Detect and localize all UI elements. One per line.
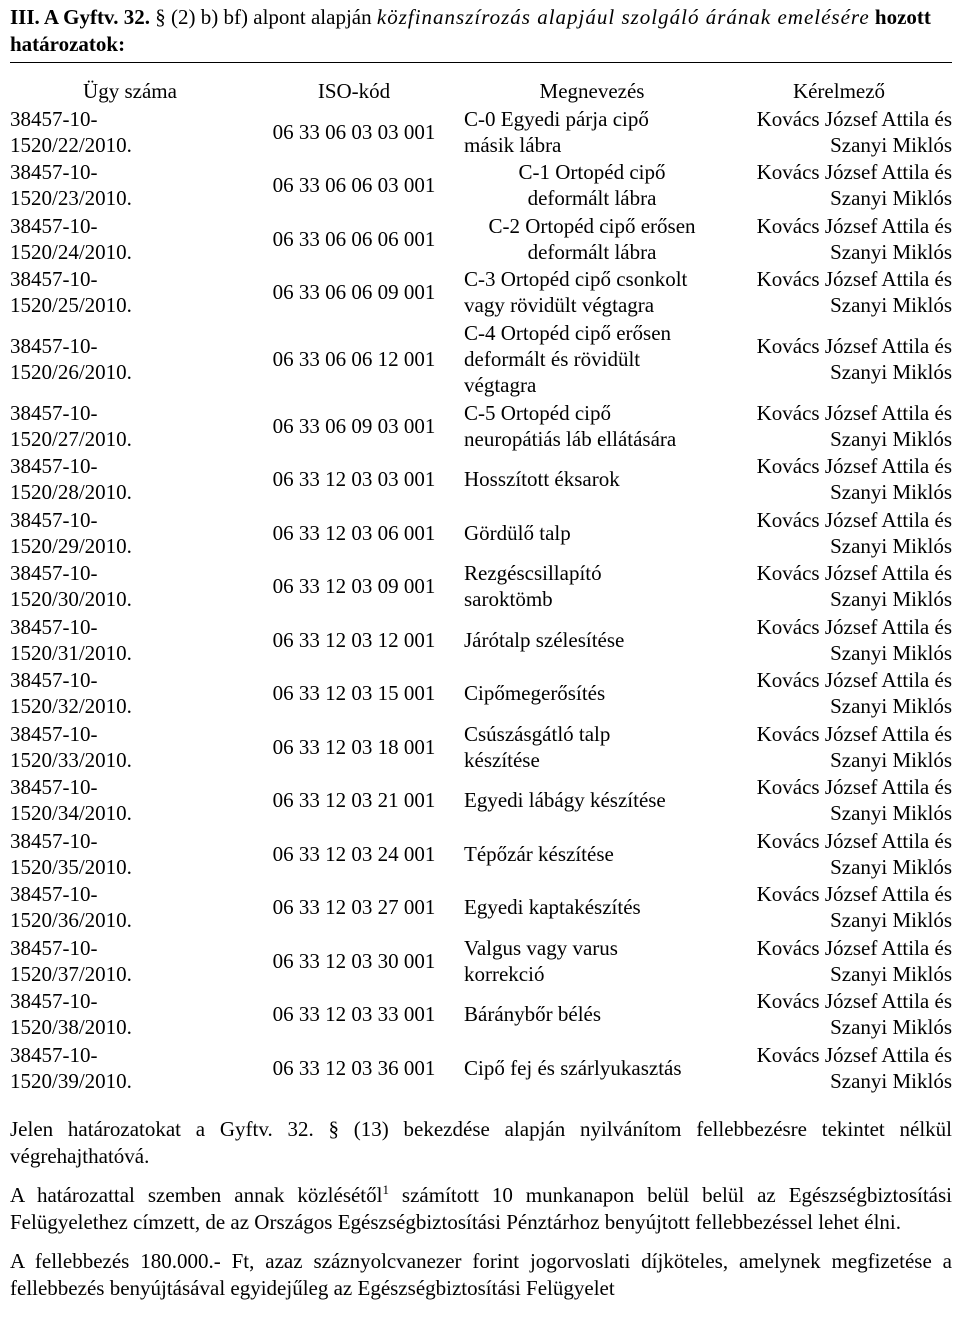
item-name-line: Hosszított éksarok [464, 467, 620, 492]
case-number-line: 38457-10- [10, 213, 98, 238]
case-number-line: 38457-10- [10, 267, 98, 292]
footnote-marker: 1 [382, 1182, 389, 1197]
iso-code-cell: 06 33 12 03 27 001 [272, 895, 436, 920]
case-number-cell [10, 988, 250, 1042]
requester-line: Kovács József Attila és [756, 1042, 952, 1067]
item-name-cell [458, 319, 726, 399]
requester-line: Szanyi Miklós [830, 961, 952, 986]
case-number-line: 1520/23/2010. [10, 186, 132, 211]
case-number-line: 38457-10- [10, 828, 98, 853]
case-number-cell [10, 881, 250, 935]
item-name-cell [458, 453, 726, 507]
requester-line: Kovács József Attila és [756, 614, 952, 639]
iso-code-cell: 06 33 12 03 03 001 [272, 467, 436, 492]
item-name-line: másik lábra [464, 132, 562, 157]
table-body [10, 105, 952, 1095]
requester-line: Szanyi Miklós [830, 360, 952, 384]
requester-line: Kovács József Attila és [756, 267, 952, 292]
case-number-cell [10, 827, 250, 881]
case-number-line: 1520/31/2010. [10, 640, 132, 665]
item-name-line: C-3 Ortopéd cipő csonkolt [464, 267, 688, 292]
fee-paragraph: A fellebbezés 180.000.- Ft, azaz száznyolcvanezer forint jogorvoslati díjköteles, amelynek megfizetése a fellebbezés benyújtásával egyidejűleg az Egészségbiztosítási Felügyelet [10, 1249, 952, 1300]
requester-line: Szanyi Miklós [830, 533, 952, 558]
enforceability-paragraph: Jelen határozatokat a Gyftv. 32. § (13) bekezdése alapján nyilvánítom fellebbezésre tekintet nélkül végrehajthatóvá. [10, 1117, 952, 1168]
case-number-line: 38457-10- [10, 721, 98, 746]
requester-line: Kovács József Attila és [756, 213, 952, 238]
item-name-line: neuropátiás láb ellátására [464, 426, 677, 451]
case-number-line: 38457-10- [10, 507, 98, 532]
case-number-line: 38457-10- [10, 160, 98, 185]
item-name-line: deformált lábra [527, 239, 657, 264]
iso-code-cell: 06 33 12 03 21 001 [272, 788, 436, 813]
case-number-cell [10, 667, 250, 721]
requester-cell [726, 988, 952, 1042]
case-number-line: 38457-10- [10, 334, 98, 358]
item-name-line: C-1 Ortopéd cipő [518, 160, 666, 185]
requester-line: Szanyi Miklós [830, 293, 952, 318]
heading-suffix: hozott határozatok: [10, 5, 931, 56]
table-row [10, 506, 952, 560]
case-number-line: 1520/24/2010. [10, 239, 132, 264]
item-name-cell [458, 988, 726, 1042]
item-name-line: Egyedi kaptakészítés [464, 895, 641, 920]
requester-line: Kovács József Attila és [756, 106, 952, 131]
case-number-line: 38457-10- [10, 561, 98, 586]
table-row [10, 105, 952, 159]
requester-line: Szanyi Miklós [830, 132, 952, 157]
item-name-cell [458, 934, 726, 988]
table-row [10, 774, 952, 828]
item-name-line: Báránybőr bélés [464, 1002, 602, 1027]
heading-middle: alpont alapján [248, 5, 377, 29]
item-name-cell [458, 720, 726, 774]
table-row [10, 988, 952, 1042]
iso-code-cell: 06 33 06 06 12 001 [272, 347, 436, 371]
table-row [10, 667, 952, 721]
table-header-row [10, 78, 952, 105]
case-number-line: 1520/26/2010. [10, 360, 132, 384]
requester-cell [726, 159, 952, 213]
item-name-line: C-0 Egyedi párja cipő [464, 106, 649, 131]
requester-line: Kovács József Attila és [756, 989, 952, 1014]
item-name-cell [458, 212, 726, 266]
item-name-line: deformált és rövidült [464, 347, 641, 371]
requester-cell [726, 720, 952, 774]
case-number-cell [10, 506, 250, 560]
case-number-line: 38457-10- [10, 1042, 98, 1067]
iso-code-cell: 06 33 06 03 03 001 [272, 119, 436, 144]
section-heading [10, 0, 952, 58]
item-name-cell [458, 881, 726, 935]
case-number-cell [10, 613, 250, 667]
item-name-cell [458, 827, 726, 881]
iso-code-cell: 06 33 12 03 30 001 [272, 948, 436, 973]
case-number-line: 1520/37/2010. [10, 961, 132, 986]
item-name-cell [458, 159, 726, 213]
item-name-line: Egyedi lábágy készítése [464, 788, 666, 813]
requester-line: Kovács József Attila és [756, 454, 952, 479]
header-iso-code: ISO-kód [317, 79, 391, 103]
requester-cell [726, 319, 952, 399]
case-number-line: 1520/25/2010. [10, 293, 132, 318]
requester-line: Kovács József Attila és [756, 668, 952, 693]
table-row [10, 934, 952, 988]
case-number-line: 1520/38/2010. [10, 1015, 132, 1040]
case-number-line: 38457-10- [10, 106, 98, 131]
case-number-line: 1520/29/2010. [10, 533, 132, 558]
iso-code-cell: 06 33 06 06 06 001 [272, 226, 436, 251]
item-name-cell [458, 506, 726, 560]
requester-cell [726, 212, 952, 266]
case-number-line: 1520/33/2010. [10, 747, 132, 772]
item-name-line: C-4 Ortopéd cipő erősen [464, 321, 672, 345]
requester-line: Szanyi Miklós [830, 426, 952, 451]
appeal-paragraph [10, 1182, 952, 1236]
table-row [10, 212, 952, 266]
requester-line: Kovács József Attila és [756, 561, 952, 586]
case-number-cell [10, 399, 250, 453]
item-name-line: Valgus vagy varus [464, 935, 618, 960]
requester-line: Szanyi Miklós [830, 694, 952, 719]
table-row [10, 319, 952, 399]
case-number-line: 1520/34/2010. [10, 801, 132, 826]
requester-line: Szanyi Miklós [830, 854, 952, 879]
iso-code-cell: 06 33 06 09 03 001 [272, 413, 436, 438]
case-number-cell [10, 560, 250, 614]
case-number-cell [10, 774, 250, 828]
iso-code-cell: 06 33 12 03 06 001 [272, 520, 436, 545]
requester-line: Szanyi Miklós [830, 640, 952, 665]
item-name-line: C-2 Ortopéd cipő erősen [488, 213, 696, 238]
requester-cell [726, 613, 952, 667]
case-number-cell [10, 159, 250, 213]
iso-code-cell: 06 33 12 03 15 001 [272, 681, 436, 706]
case-number-line: 1520/27/2010. [10, 426, 132, 451]
case-number-cell [10, 934, 250, 988]
requester-line: Szanyi Miklós [830, 239, 952, 264]
table-row [10, 613, 952, 667]
header-case-number: Ügy száma [83, 79, 177, 103]
table-row [10, 827, 952, 881]
item-name-line: Cipőmegerősítés [464, 681, 606, 706]
table-row [10, 560, 952, 614]
requester-line: Kovács József Attila és [756, 828, 952, 853]
case-number-line: 38457-10- [10, 454, 98, 479]
iso-code-cell: 06 33 12 03 18 001 [272, 734, 436, 759]
case-number-line: 1520/39/2010. [10, 1068, 132, 1093]
requester-line: Kovács József Attila és [756, 160, 952, 185]
case-number-cell [10, 1041, 250, 1095]
case-number-line: 1520/28/2010. [10, 480, 132, 505]
item-name-line: Rezgéscsillapító [464, 561, 602, 586]
case-number-line: 38457-10- [10, 400, 98, 425]
case-number-cell [10, 105, 250, 159]
requester-cell [726, 266, 952, 320]
case-number-line: 1520/30/2010. [10, 587, 132, 612]
requester-cell [726, 934, 952, 988]
requester-cell [726, 105, 952, 159]
document-page [10, 0, 952, 1300]
case-number-line: 1520/22/2010. [10, 132, 132, 157]
requester-line: Szanyi Miklós [830, 1068, 952, 1093]
requester-line: Szanyi Miklós [830, 186, 952, 211]
item-name-line: C-5 Ortopéd cipő [464, 400, 611, 425]
requester-line: Szanyi Miklós [830, 801, 952, 826]
case-number-line: 38457-10- [10, 614, 98, 639]
requester-line: Kovács József Attila és [756, 882, 952, 907]
iso-code-cell: 06 33 12 03 12 001 [272, 627, 436, 652]
requester-cell [726, 560, 952, 614]
case-number-cell [10, 720, 250, 774]
case-number-line: 1520/35/2010. [10, 854, 132, 879]
iso-code-cell: 06 33 12 03 24 001 [272, 841, 436, 866]
item-name-line: Tépőzár készítése [464, 841, 614, 866]
item-name-line: végtagra [464, 373, 537, 397]
item-name-line: Gördülő talp [464, 520, 571, 545]
heading-divider [10, 62, 952, 63]
item-name-line: készítése [464, 747, 540, 772]
case-number-line: 38457-10- [10, 882, 98, 907]
requester-cell [726, 453, 952, 507]
case-number-line: 1520/36/2010. [10, 908, 132, 933]
case-number-cell [10, 212, 250, 266]
case-number-line: 38457-10- [10, 668, 98, 693]
header-name: Megnevezés [539, 79, 645, 103]
table-row [10, 720, 952, 774]
requester-line: Kovács József Attila és [756, 334, 952, 358]
heading-section-id: § (2) b) bf) [155, 5, 248, 29]
requester-line: Kovács József Attila és [756, 400, 952, 425]
requester-cell [726, 399, 952, 453]
item-name-cell [458, 266, 726, 320]
closing-text [10, 1116, 952, 1314]
requester-cell [726, 881, 952, 935]
item-name-line: vagy rövidült végtagra [464, 293, 655, 318]
iso-code-cell: 06 33 12 03 09 001 [272, 574, 436, 599]
table-row [10, 453, 952, 507]
table-row [10, 881, 952, 935]
requester-cell [726, 667, 952, 721]
requester-line: Szanyi Miklós [830, 480, 952, 505]
iso-code-cell: 06 33 06 06 09 001 [272, 280, 436, 305]
requester-line: Kovács József Attila és [756, 507, 952, 532]
item-name-line: Járótalp szélesítése [464, 627, 625, 652]
item-name-line: saroktömb [464, 587, 553, 612]
decisions-table [10, 78, 952, 1095]
requester-line: Szanyi Miklós [830, 908, 952, 933]
case-number-line: 38457-10- [10, 935, 98, 960]
iso-code-cell: 06 33 12 03 33 001 [272, 1002, 436, 1027]
requester-line: Kovács József Attila és [756, 721, 952, 746]
requester-line: Szanyi Miklós [830, 1015, 952, 1040]
heading-italic-phrase: közfinanszírozás alapjául szolgáló árának emelésére [376, 5, 870, 29]
table-row [10, 159, 952, 213]
header-requester: Kérelmező [792, 79, 886, 103]
table-row [10, 399, 952, 453]
requester-line: Szanyi Miklós [830, 587, 952, 612]
case-number-line: 38457-10- [10, 989, 98, 1014]
item-name-line: Cipő fej és szárlyukasztás [464, 1055, 682, 1080]
case-number-cell [10, 266, 250, 320]
case-number-cell [10, 319, 250, 399]
requester-cell [726, 774, 952, 828]
item-name-cell [458, 1041, 726, 1095]
table-row [10, 266, 952, 320]
requester-cell [726, 506, 952, 560]
requester-cell [726, 827, 952, 881]
case-number-line: 1520/32/2010. [10, 694, 132, 719]
item-name-line: Csúszásgátló talp [464, 721, 611, 746]
item-name-cell [458, 774, 726, 828]
requester-cell [726, 1041, 952, 1095]
item-name-cell [458, 105, 726, 159]
iso-code-cell: 06 33 06 06 03 001 [272, 173, 436, 198]
appeal-text-end: számított 10 munkanapon belül belül az Egészségbiztosítási Felügyelethez címzett, de az Országos Egészségbiztosítási Pénztárhoz benyújtott fellebbezéssel lehet élni. [10, 1183, 952, 1234]
case-number-line: 38457-10- [10, 775, 98, 800]
requester-line: Kovács József Attila és [756, 935, 952, 960]
item-name-cell [458, 399, 726, 453]
item-name-cell [458, 667, 726, 721]
case-number-cell [10, 453, 250, 507]
item-name-line: deformált lábra [527, 186, 657, 211]
requester-line: Kovács József Attila és [756, 775, 952, 800]
item-name-cell [458, 560, 726, 614]
requester-line: Szanyi Miklós [830, 747, 952, 772]
item-name-cell [458, 613, 726, 667]
item-name-line: korrekció [464, 961, 545, 986]
appeal-text-start: A határozattal szemben annak közlésétől [10, 1183, 383, 1207]
iso-code-cell: 06 33 12 03 36 001 [272, 1055, 436, 1080]
table-row [10, 1041, 952, 1095]
heading-prefix: III. A Gyftv. 32. [10, 5, 156, 29]
